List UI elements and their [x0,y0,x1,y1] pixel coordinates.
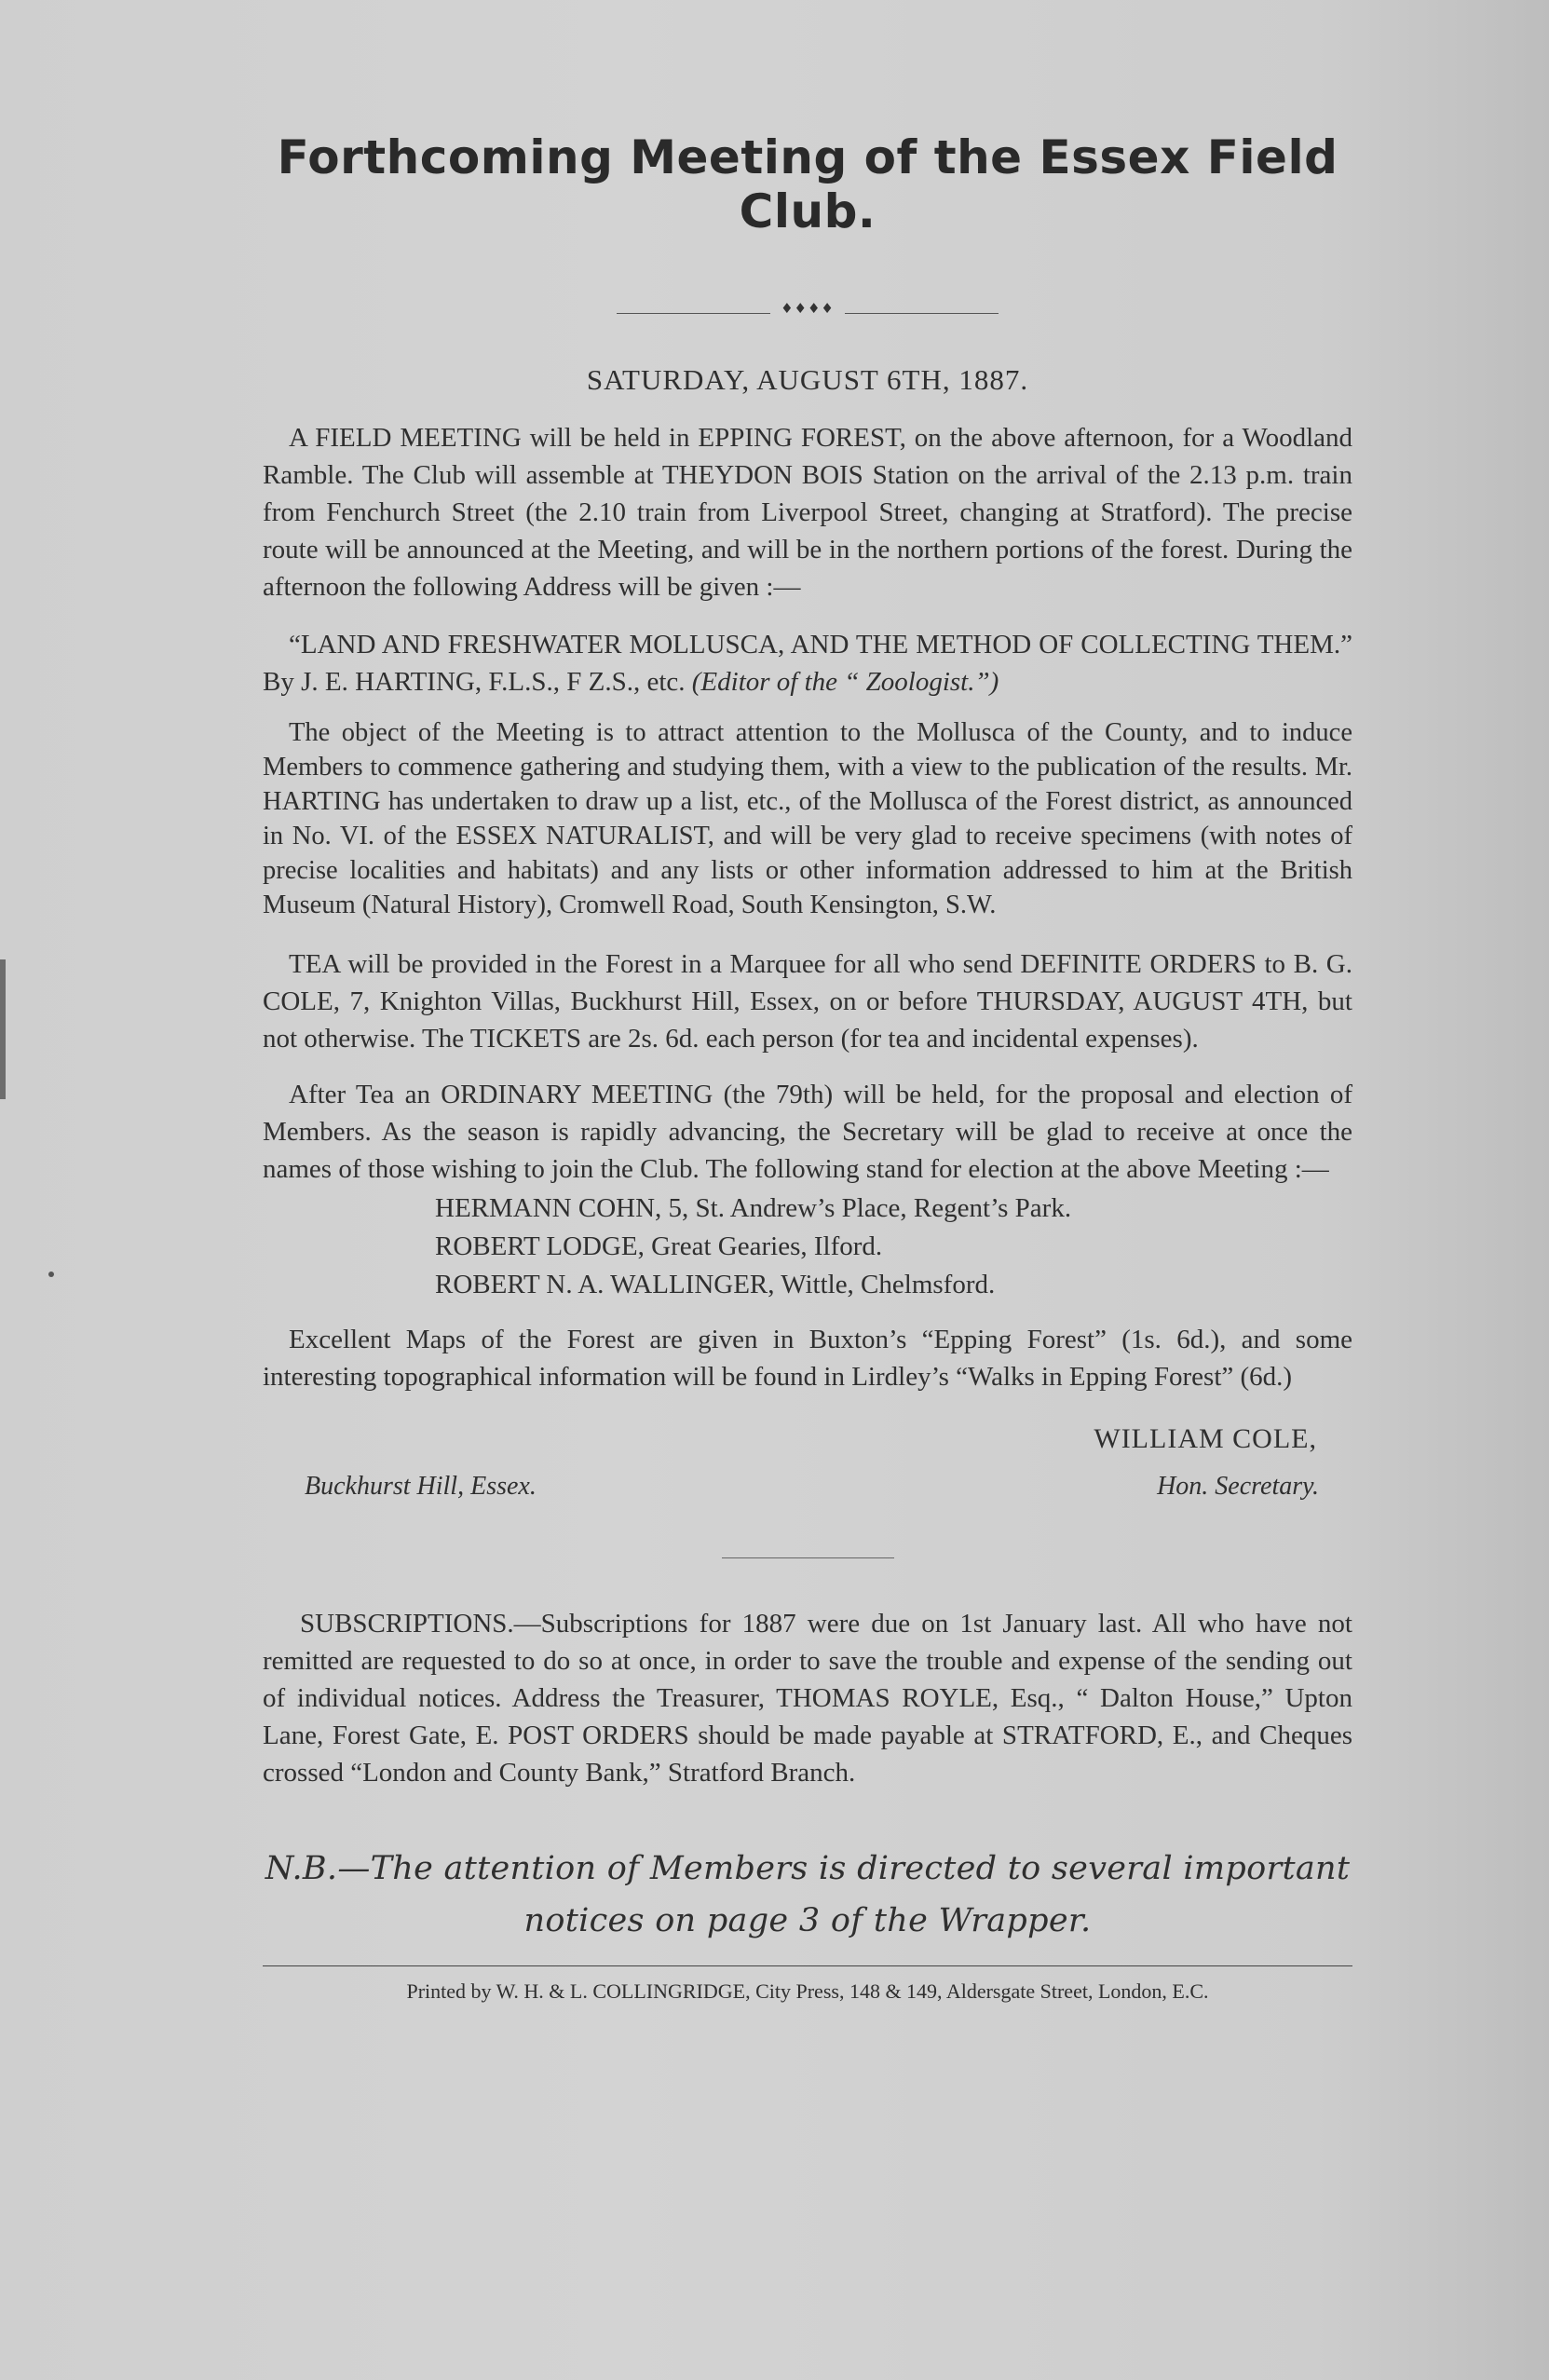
signature-place: Buckhurst Hill, Essex. [305,1472,537,1501]
ornament-rule-right [845,313,999,314]
address-title: “LAND AND FRESHWATER MOLLUSCA, AND THE METHOD OF COLLECTING THEM.” [289,630,1352,660]
nb-line-1: N.B.—The attention of Members is directed to several important [265,1850,1351,1887]
footer-rule [263,1965,1352,1966]
list-item: ROBERT LODGE, Great Gearies, Ilford. [435,1231,883,1261]
meeting-paragraph [263,419,1352,605]
address-author: By J. E. HARTING, F.L.S., F Z.S., etc. [263,667,686,697]
list-item: HERMANN COHN, 5, St. Andrew’s Place, Regent’s Park. [435,1193,1072,1223]
nb-line-2: notices on page 3 of the Wrapper. [523,1902,1092,1939]
tea-paragraph: TEA will be provided in the Forest in a Marquee for all who send DEFINITE ORDERS to B. G. COLE, 7, Knighton Villas, Buckhurst Hill, Essex, on or before THURSDAY, AUGUST 4TH, but not otherwise. The TICKETS are 2s. 6d. each person (for tea and incidental expenses). [263,949,1352,1054]
maps-paragraph: Excellent Maps of the Forest are given in Buxton’s “Epping Forest” (1s. 6d.), and some interesting topographical information will be found in Lirdley’s “Walks in Epping Forest” (6d.) [263,1325,1352,1392]
signature-row [263,1472,1352,1502]
page-title: Forthcoming Meeting of the Essex Field Club. [277,130,1338,238]
meeting-text: A FIELD MEETING will be held in EPPING FOREST, on the above afternoon, for a Woodland Ramble. The Club will assemble at THEYDON BOIS Station on the arrival of the 2.13 p.m. train from Fenchurch Street (the 2.10 train from Liverpool Street, changing at Stratford). The precise route will be announced at the Meeting, and will be in the northern portions of the forest. During the afternoon the following Address will be given :— [263,423,1352,602]
margin-bar [0,959,6,1099]
nb-notice [263,1843,1352,1947]
after-tea-paragraph: After Tea an ORDINARY MEETING (the 79th) will be held, for the proposal and election of Members. As the season is rapidly advancing, the Secretary will be glad to receive at once the names of those wishing to join the Club. The following stand for election at the above Meeting :— [263,1080,1352,1184]
signature-role: Hon. Secretary. [1157,1472,1319,1501]
document-body [263,130,1352,2004]
address-paragraph [263,626,1352,700]
address-role: (Editor of the “ Zoologist.”) [691,667,999,697]
section-divider [722,1557,894,1558]
ornament-rule-left [617,313,770,314]
subscriptions-paragraph: SUBSCRIPTIONS.—Subscriptions for 1887 were due on 1st January last. All who have not remitted are requested to do so at once, in order to save the trouble and expense of the sending out of individual notices. Address the Treasurer, THOMAS ROYLE, Esq., “ Dalton House,” Upton Lane, Forest Gate, E. POST ORDERS should be made payable at STRATFORD, E., and Cheques crossed “London and County Bank,” Stratford Branch. [263,1609,1352,1788]
list-item: ROBERT N. A. WALLINGER, Wittle, Chelmsford. [435,1270,996,1299]
object-paragraph: The object of the Meeting is to attract attention to the Mollusca of the County, and to induce Members to commence gathering and studying them, with a view to the publication of the results. Mr. HARTING has undertaken to draw up a list, etc., of the Mollusca of the Forest district, as announced in No. VI. of the ESSEX NATURALIST, and will be very glad to receive specimens (with notes of precise localities and habitats) and any lists or other information addressed to him at the British Museum (Natural History), Cromwell Road, South Kensington, S.W. [263,718,1352,919]
candidate-list [435,1190,1352,1304]
diamond-ornament-icon: ♦♦♦♦ [781,300,835,317]
signature-name: WILLIAM COLE, [1094,1423,1317,1454]
date-line: SATURDAY, AUGUST 6TH, 1887. [586,363,1029,396]
title-ornament [617,300,999,322]
printer-imprint: Printed by W. H. & L. COLLINGRIDGE, City Press, 148 & 149, Aldersgate Street, London, E.C. [406,1979,1209,2003]
margin-dot [48,1272,54,1277]
